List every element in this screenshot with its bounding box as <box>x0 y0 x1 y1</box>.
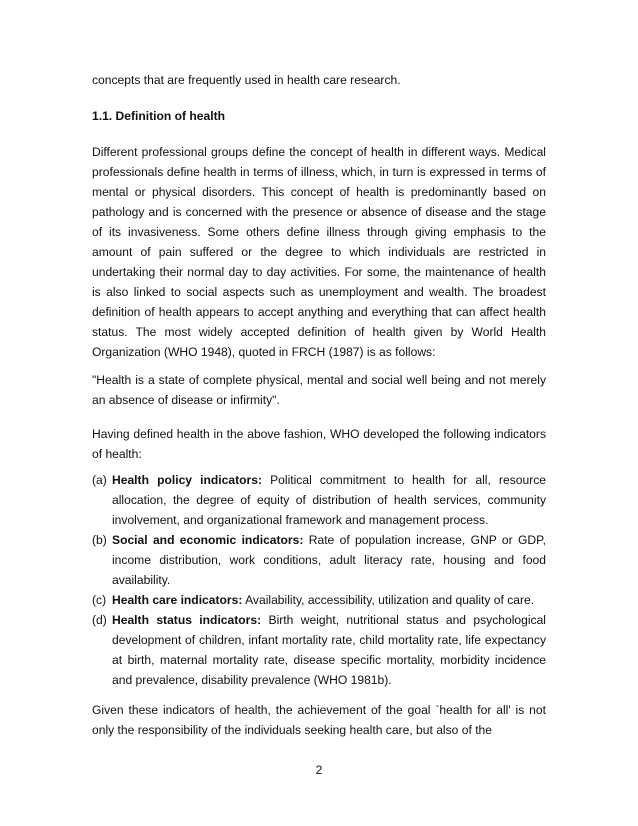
indicator-title: Social and economic indicators: <box>112 533 304 547</box>
indicator-text: Availability, accessibility, utilization and quality of care. <box>242 593 535 607</box>
indicator-title: Health policy indicators: <box>112 473 262 487</box>
indicator-marker: (b) <box>92 533 107 547</box>
indicator-text: Political commitment to health for all, resource allocation, the degree of equity of distribution of health services, community involvement, and organizational framework and management process. <box>112 473 546 527</box>
who-quote: "Health is a state of complete physical, mental and social well being and not merely an absence of disease or infirmity". <box>92 373 546 407</box>
indicator-marker: (d) <box>92 613 107 627</box>
indicator-marker: (c) <box>92 593 107 607</box>
indicator-item <box>92 530 546 590</box>
paragraph-health-for-all: Given these indicators of health, the achievement of the goal `health for all' is not only the responsibility of the individuals seeking health care, but also of the <box>92 703 546 737</box>
indicator-marker: (a) <box>92 473 107 487</box>
page-number: 2 <box>315 763 323 777</box>
paragraph-indicators-intro: Having defined health in the above fashion, WHO developed the following indicators of health: <box>92 427 546 461</box>
indicator-item <box>92 470 546 530</box>
indicator-list <box>92 470 546 690</box>
indicator-item <box>92 610 546 690</box>
indicator-title: Health status indicators: <box>112 613 262 627</box>
indicator-item <box>92 590 546 610</box>
paragraph-definition: Different professional groups define the concept of health in different ways. Medical professionals define health in terms of illness, which, in turn is expressed in terms of mental or physical disorders. This concept of health is predominantly based on pathology and is concerned with the presence or absence of disease and the stage of its invasiveness. Some others define illness through giving emphasis to the amount of pain suffered or the degree to which individuals are restricted in undertaking their normal day to day activities. For some, the maintenance of health is also linked to social aspects such as unemployment and wealth. The broadest definition of health appears to accept anything and everything that can affect health status. The most widely accepted definition of health given by World Health Organization (WHO 1948), quoted in FRCH (1987) is as follows: <box>92 145 546 359</box>
indicator-text: Birth weight, nutritional status and psychological development of children, infant mortality rate, child mortality rate, life expectancy at birth, maternal mortality rate, disease specific mortality, morbidity incidence and prevalence, disability prevalence (WHO 1981b). <box>112 613 546 687</box>
indicator-text: Rate of population increase, GNP or GDP, income distribution, work conditions, adult literacy rate, housing and food availability. <box>112 533 546 587</box>
section-heading: 1.1. Definition of health <box>92 109 226 123</box>
continuation-text: concepts that are frequently used in health care research. <box>92 73 401 87</box>
indicator-title: Health care indicators: <box>112 593 243 607</box>
document-page <box>92 0 546 826</box>
